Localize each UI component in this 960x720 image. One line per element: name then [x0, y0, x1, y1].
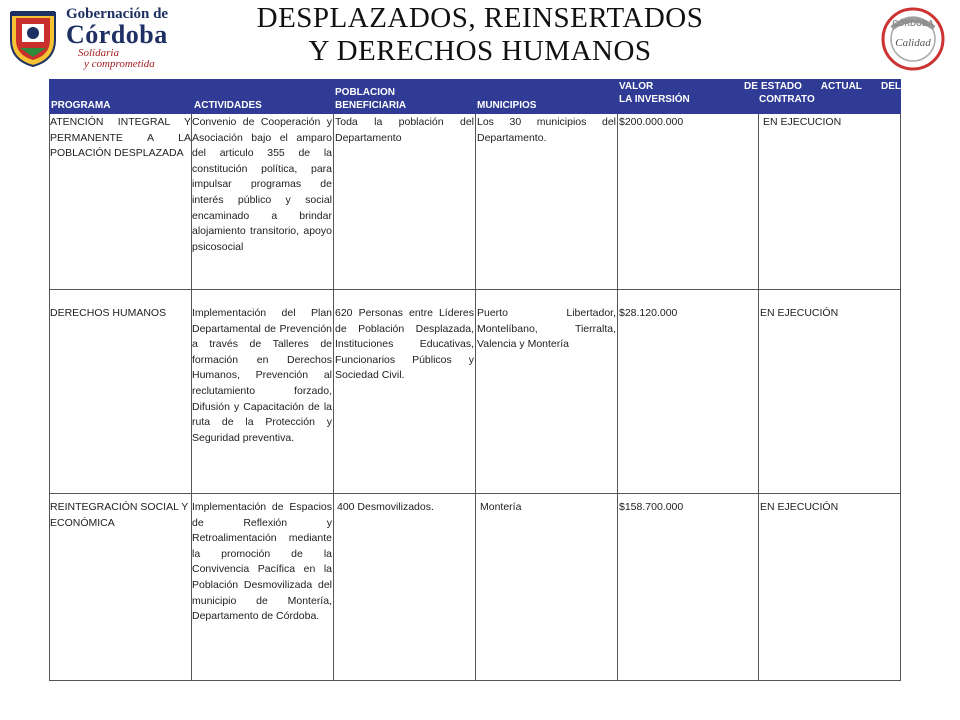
- logo-tagline2: y comprometida: [84, 58, 155, 70]
- row3-poblacion: 400 Desmovilizados.: [337, 501, 434, 513]
- page-title: [0, 2, 960, 68]
- header-poblacion-2: BENEFICIARIA: [335, 100, 407, 111]
- row-divider: [49, 680, 901, 681]
- column-divider: [617, 114, 618, 681]
- row3-actividades: Implementación de Espacios de Reflexión y Retroalimentación mediante la promoción de la Convivencia Pacífica en la Población Desmovilizada del municipio de Montería, Departamento de Córdoba.: [192, 501, 332, 623]
- table-border-right: [900, 114, 901, 681]
- header-poblacion-1: POBLACION: [335, 87, 395, 98]
- header-valor-2: LA INVERSIÓN: [619, 94, 690, 105]
- row2-actividades: Implementación del Plan Departamental de Prevención a través de Talleres de formación en Derechos Humanos, Prevención al reclutamiento forzado, Difusión y Capacitación de la ruta de la Protección y Seguridad preventiva.: [192, 307, 332, 444]
- row1-estado: EN EJECUCION: [763, 116, 842, 128]
- table-header: [49, 79, 901, 114]
- seal-text-top: CÓRDOBA: [892, 19, 934, 28]
- row2-municipios: Puerto Libertador, Montelíbano, Tierralta, Valencia y Montería: [477, 307, 616, 351]
- row2-valor: $28.120.000: [619, 307, 678, 319]
- seal-text-bottom: Calidad: [895, 37, 931, 49]
- row3-municipios: Montería: [480, 501, 522, 513]
- header-municipios: MUNICIPIOS: [477, 100, 537, 111]
- calidad-seal-icon: [872, 4, 954, 74]
- row1-valor: $200.000.000: [619, 116, 684, 128]
- header-programa: PROGRAMA: [51, 100, 111, 111]
- header-valor-1: VALOR: [619, 81, 654, 92]
- title-line1: DESPLAZADOS, REINSERTADOS: [256, 2, 704, 34]
- logo-line1: Gobernación de: [66, 6, 169, 22]
- row3-programa: REINTEGRACIÓN SOCIAL Y ECONÓMICA: [50, 501, 189, 529]
- logo-tagline1: Solidaria: [78, 47, 119, 59]
- row1-poblacion: Toda la población del Departamento: [335, 116, 474, 144]
- header-estado-1: ESTADO ACTUAL DEL: [761, 81, 901, 92]
- row2-programa: DERECHOS HUMANOS: [50, 307, 167, 319]
- column-divider: [758, 114, 759, 681]
- svg-text:CÓRDOBA: [892, 19, 934, 28]
- row2-estado: EN EJECUCIÓN: [760, 307, 839, 319]
- header-de: DE: [744, 81, 758, 92]
- table-border-left: [49, 114, 50, 681]
- title-line2: Y DERECHOS HUMANOS: [308, 35, 652, 67]
- row-divider: [49, 493, 901, 494]
- row3-estado: EN EJECUCIÓN: [760, 501, 839, 513]
- programs-table: [49, 79, 901, 681]
- row2-poblacion: 620 Personas entre Líderes de Población Desplazada, Instituciones Educativas, Funcionarios Públicos y Sociedad Civil.: [335, 307, 474, 382]
- column-divider: [333, 114, 334, 681]
- row1-programa: ATENCIÓN INTEGRAL Y PERMANENTE A LA POBLACIÓN DESPLAZADA: [50, 116, 191, 160]
- header-actividades: ACTIVIDADES: [194, 100, 262, 111]
- column-divider: [475, 114, 476, 681]
- header-estado-2: CONTRATO: [759, 94, 815, 105]
- row-divider: [49, 289, 901, 290]
- row3-valor: $158.700.000: [619, 501, 684, 513]
- row1-municipios: Los 30 municipios del Departamento.: [477, 116, 616, 144]
- logo-line2: Córdoba: [66, 20, 168, 49]
- row1-actividades: Convenio de Cooperación y Asociación bajo el amparo del articulo 355 de la constitución política, para impulsar programas de interés público y social encaminado a brindar alojamiento transitorio, apoyo psicosocial: [192, 116, 332, 253]
- svg-text:Calidad: [895, 37, 931, 49]
